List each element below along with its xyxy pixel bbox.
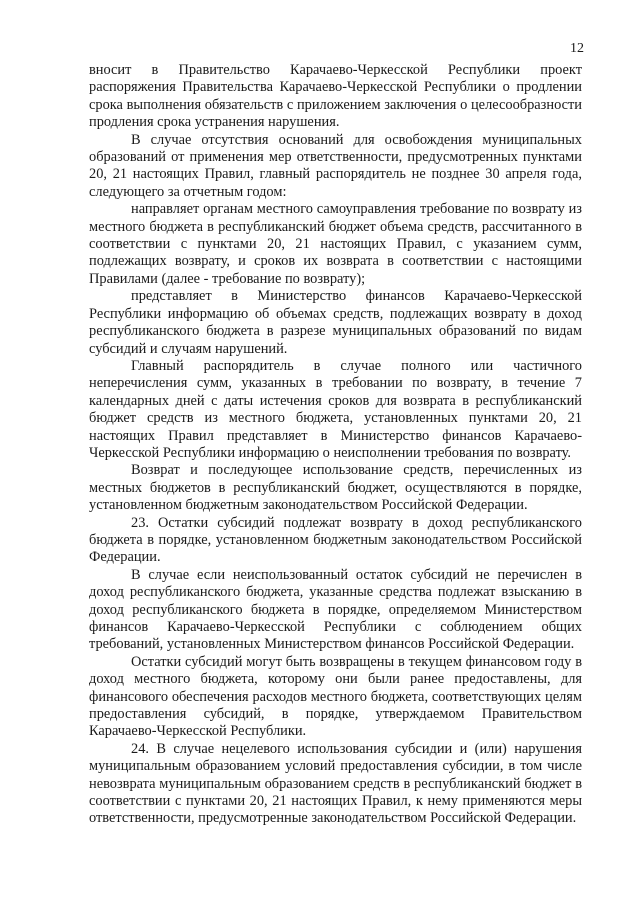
paragraph-6: Возврат и последующее использование средств, перечисленных из местных бюджетов в республиканский бюджет, осуществляются в порядке, установленном бюджетным законодательством Российской Федерации. [89,462,582,514]
paragraph-9: Остатки субсидий могут быть возвращены в текущем финансовом году в доход местного бюджета, которому они были ранее предоставлены, для финансового обеспечения расходов местного бюджета, соответствующих целям предоставления субсидий, в порядке, утверждаемом Правительством Карачаево-Черкесской Республики. [89,653,582,740]
paragraph-3: направляет органам местного самоуправления требование по возврату из местного бюджета в республиканский бюджет объема средств, рассчитанного в соответствии с пунктами 20, 21 настоящих Правил, с указанием сумм, подлежащих возврату, и сроков их возврата в соответствии с настоящими Правилами (далее - требование по возврату); [89,201,582,287]
paragraph-8: В случае если неиспользованный остаток субсидий не перечислен в доход республиканского бюджета, указанные средства подлежат взысканию в доход республиканского бюджета в порядке, определяемом Министерством финансов Карачаево-Черкесской Республики с соблюдением общих требований, установленных Министерством финансов Российской Федерации. [89,566,582,653]
paragraph-1-continuation: вносит в Правительство Карачаево-Черкесской Республики проект распоряжения Правительства Карачаево-Черкесской Республики о продлении срока выполнения обязательств с приложением заключения о целесообразности продления срока устранения нарушения. [89,62,582,131]
page-number: 12 [570,41,584,56]
paragraph-2: В случае отсутствия оснований для освобождения муниципальных образований от применения мер ответственности, предусмотренных пунктами 20, 21 настоящих Правил, главный распорядитель не позднее 30 апреля года, следующего за отчетным годом: [89,131,582,200]
paragraph-4: представляет в Министерство финансов Карачаево-Черкесской Республики информацию об объемах средств, подлежащих возврату в доход республиканского бюджета в разрезе муниципальных образований по видам субсидий и случаям нарушений. [89,288,582,357]
paragraph-7-clause-23: 23. Остатки субсидий подлежат возврату в доход республиканского бюджета в порядке, установленном бюджетным законодательством Российской Федерации. [89,514,582,566]
paragraph-10-clause-24: 24. В случае нецелевого использования субсидии и (или) нарушения муниципальным образованием условий предоставления субсидии, в том числе невозврата муниципальным образованием средств в республиканский бюджет в соответствии с пунктами 20, 21 настоящих Правил, к нему применяются меры ответственности, предусмотренные законодательством Российской Федерации. [89,740,582,827]
document-body [89,62,582,828]
paragraph-5: Главный распорядитель в случае полного или частичного неперечисления сумм, указанных в требовании по возврату, в течение 7 календарных дней с даты истечения сроков для возврата в республиканский бюджет средств из местного бюджета, установленных пунктами 20, 21 настоящих Правил представляет в Министерство финансов Карачаево-Черкесской Республики информацию о неисполнении требования по возврату. [89,357,582,461]
